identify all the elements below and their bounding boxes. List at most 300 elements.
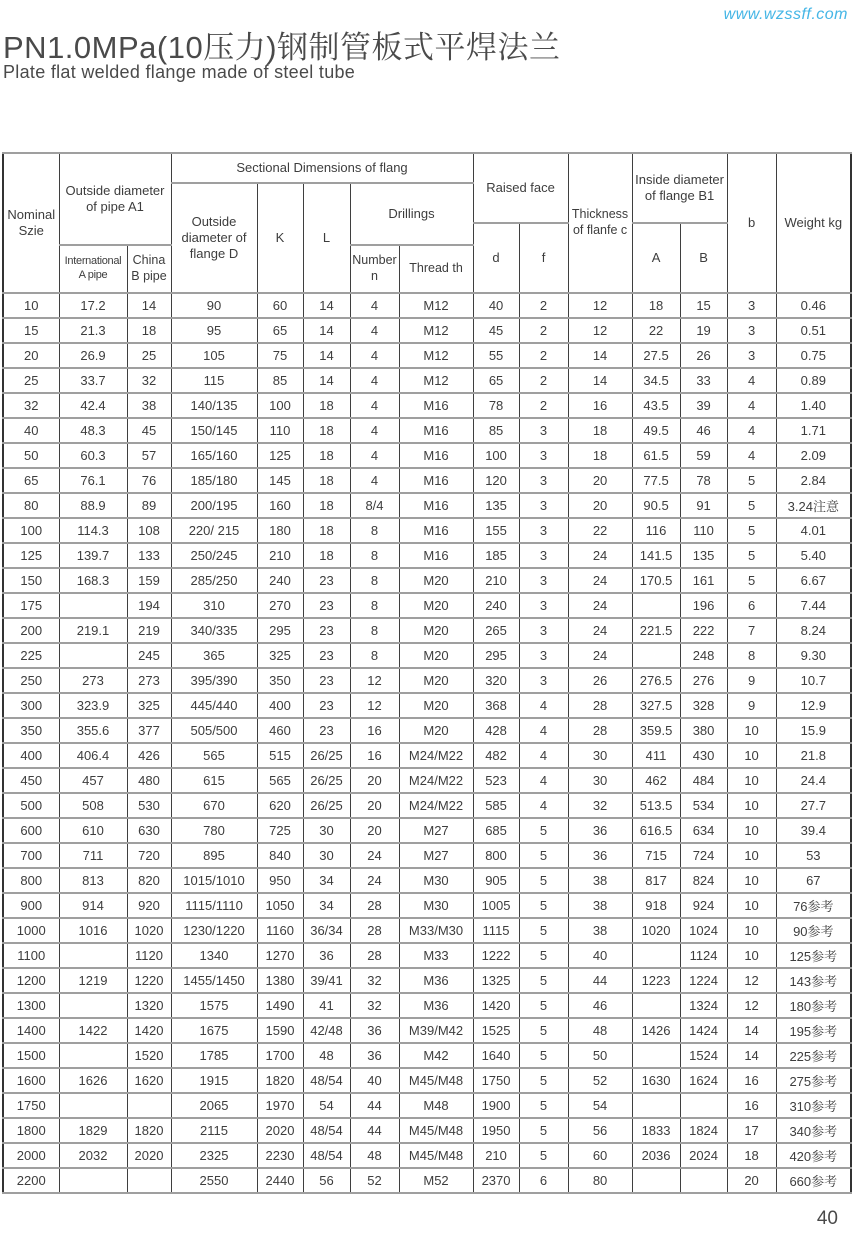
table-cell: 22 xyxy=(568,518,632,543)
table-cell: M45/M48 xyxy=(399,1068,473,1093)
table-cell: 460 xyxy=(257,718,303,743)
table-cell: 715 xyxy=(632,843,680,868)
table-cell: 920 xyxy=(127,893,171,918)
table-cell: 44 xyxy=(350,1093,399,1118)
table-cell: M16 xyxy=(399,393,473,418)
table-cell: 77.5 xyxy=(632,468,680,493)
table-cell: 42/48 xyxy=(303,1018,350,1043)
table-cell: 5 xyxy=(519,1068,568,1093)
table-cell: 1750 xyxy=(473,1068,519,1093)
table-cell: 195参考 xyxy=(776,1018,851,1043)
table-cell: 8 xyxy=(350,543,399,568)
table-cell: 91 xyxy=(680,493,727,518)
table-cell: M33/M30 xyxy=(399,918,473,943)
header-raised-face: Raised face xyxy=(473,153,568,223)
table-cell: 918 xyxy=(632,893,680,918)
table-cell: 400 xyxy=(257,693,303,718)
table-cell: 350 xyxy=(3,718,59,743)
table-cell: 135 xyxy=(680,543,727,568)
table-cell: 3 xyxy=(519,443,568,468)
table-cell: 165/160 xyxy=(171,443,257,468)
table-cell: M20 xyxy=(399,668,473,693)
table-cell: 221.5 xyxy=(632,618,680,643)
table-cell: 3 xyxy=(519,568,568,593)
table-cell: 125 xyxy=(3,543,59,568)
table-cell xyxy=(127,1093,171,1118)
table-cell: 25 xyxy=(127,343,171,368)
table-cell: 1020 xyxy=(127,918,171,943)
table-cell: 610 xyxy=(59,818,127,843)
table-cell: 8 xyxy=(350,568,399,593)
table-cell: M12 xyxy=(399,343,473,368)
table-cell: 3 xyxy=(727,293,776,318)
table-cell: 76参考 xyxy=(776,893,851,918)
table-cell: 48.3 xyxy=(59,418,127,443)
table-cell xyxy=(632,1168,680,1193)
table-cell: 1270 xyxy=(257,943,303,968)
table-cell: 1626 xyxy=(59,1068,127,1093)
table-cell: M20 xyxy=(399,718,473,743)
table-cell: 185 xyxy=(473,543,519,568)
table-cell: 115 xyxy=(171,368,257,393)
table-cell: 5 xyxy=(519,868,568,893)
table-cell: 18 xyxy=(303,393,350,418)
table-cell: 18 xyxy=(303,518,350,543)
table-cell: 620 xyxy=(257,793,303,818)
table-cell: 80 xyxy=(568,1168,632,1193)
table-cell: 2230 xyxy=(257,1143,303,1168)
table-cell: 1325 xyxy=(473,968,519,993)
table-cell: 411 xyxy=(632,743,680,768)
website-url: www.wzssff.com xyxy=(723,6,848,23)
table-cell: 45 xyxy=(127,418,171,443)
table-cell: 725 xyxy=(257,818,303,843)
table-cell: M20 xyxy=(399,618,473,643)
table-cell: 145 xyxy=(257,468,303,493)
table-cell: 9.30 xyxy=(776,643,851,668)
table-cell: 5 xyxy=(727,493,776,518)
table-cell: 18 xyxy=(303,468,350,493)
table-cell: 139.7 xyxy=(59,543,127,568)
table-cell: 4.01 xyxy=(776,518,851,543)
table-cell: M24/M22 xyxy=(399,793,473,818)
table-cell: M24/M22 xyxy=(399,743,473,768)
table-cell: 161 xyxy=(680,568,727,593)
table-cell: 20 xyxy=(568,468,632,493)
table-cell: 10 xyxy=(727,893,776,918)
table-cell: M30 xyxy=(399,893,473,918)
table-cell: 5 xyxy=(727,468,776,493)
table-cell: 20 xyxy=(3,343,59,368)
table-cell: 114.3 xyxy=(59,518,127,543)
table-cell: 327.5 xyxy=(632,693,680,718)
table-cell: M36 xyxy=(399,968,473,993)
table-cell: 300 xyxy=(3,693,59,718)
table-cell: 1675 xyxy=(171,1018,257,1043)
table-cell: 3 xyxy=(519,643,568,668)
table-cell: 65 xyxy=(257,318,303,343)
table-cell: 1020 xyxy=(632,918,680,943)
table-cell xyxy=(127,1168,171,1193)
table-cell: 250/245 xyxy=(171,543,257,568)
table-cell: 30 xyxy=(568,743,632,768)
table-cell: 1160 xyxy=(257,918,303,943)
table-cell: 1420 xyxy=(473,993,519,1018)
table-cell: 0.51 xyxy=(776,318,851,343)
table-cell: 38 xyxy=(568,893,632,918)
table-cell: 10 xyxy=(727,918,776,943)
table-cell: 24 xyxy=(350,843,399,868)
table-cell: 820 xyxy=(127,868,171,893)
table-cell: 3 xyxy=(519,518,568,543)
table-row xyxy=(3,393,851,418)
table-cell: 406.4 xyxy=(59,743,127,768)
table-row xyxy=(3,818,851,843)
table-cell: 110 xyxy=(257,418,303,443)
table-cell: 1340 xyxy=(171,943,257,968)
table-cell: 895 xyxy=(171,843,257,868)
table-cell: 430 xyxy=(680,743,727,768)
table-cell: 4 xyxy=(350,318,399,343)
table-cell: 8 xyxy=(350,518,399,543)
table-cell: 4 xyxy=(519,743,568,768)
table-cell: 700 xyxy=(3,843,59,868)
table-cell: 0.46 xyxy=(776,293,851,318)
table-cell: 20 xyxy=(350,793,399,818)
table-cell xyxy=(632,643,680,668)
table-cell: 660参考 xyxy=(776,1168,851,1193)
table-cell: 1324 xyxy=(680,993,727,1018)
table-cell: 12 xyxy=(568,293,632,318)
table-cell: 1520 xyxy=(127,1043,171,1068)
table-cell: 24 xyxy=(568,543,632,568)
table-cell: 2036 xyxy=(632,1143,680,1168)
table-cell: 30 xyxy=(303,843,350,868)
table-cell: 16 xyxy=(350,743,399,768)
table-cell: 26/25 xyxy=(303,768,350,793)
table-cell: 400 xyxy=(3,743,59,768)
table-cell: 125 xyxy=(257,443,303,468)
table-cell: 41 xyxy=(303,993,350,1018)
table-cell: 295 xyxy=(257,618,303,643)
table-cell: 5 xyxy=(727,543,776,568)
table-cell: 116 xyxy=(632,518,680,543)
table-row xyxy=(3,593,851,618)
table-cell: M16 xyxy=(399,518,473,543)
header-nominal-size: Nominal Szie xyxy=(3,153,59,293)
table-cell: 32 xyxy=(3,393,59,418)
header-thread-th: Thread th xyxy=(399,245,473,293)
table-cell: 4 xyxy=(519,718,568,743)
table-row xyxy=(3,943,851,968)
table-cell: 32 xyxy=(350,968,399,993)
table-cell: 1380 xyxy=(257,968,303,993)
table-cell: 4 xyxy=(350,443,399,468)
table-cell: 276 xyxy=(680,668,727,693)
table-cell: 634 xyxy=(680,818,727,843)
table-row xyxy=(3,443,851,468)
table-cell: 340/335 xyxy=(171,618,257,643)
table-cell: 4 xyxy=(727,443,776,468)
table-cell: 76.1 xyxy=(59,468,127,493)
table-cell: 240 xyxy=(257,568,303,593)
page-number: 40 xyxy=(816,1208,838,1229)
table-cell: 36 xyxy=(350,1043,399,1068)
table-cell: 8/4 xyxy=(350,493,399,518)
table-cell: 89 xyxy=(127,493,171,518)
table-cell: 1224 xyxy=(680,968,727,993)
table-cell: 14 xyxy=(568,343,632,368)
table-cell: 276.5 xyxy=(632,668,680,693)
table-cell: 2065 xyxy=(171,1093,257,1118)
table-cell: 534 xyxy=(680,793,727,818)
table-cell: 310 xyxy=(171,593,257,618)
table-cell: 52 xyxy=(568,1068,632,1093)
table-cell: 43.5 xyxy=(632,393,680,418)
table-cell: 1620 xyxy=(127,1068,171,1093)
header-outside-pipe-a1: Outside diameter of pipe A1 xyxy=(59,153,171,245)
table-cell: 36 xyxy=(568,843,632,868)
table-cell: 600 xyxy=(3,818,59,843)
table-cell xyxy=(632,943,680,968)
table-cell: 1820 xyxy=(127,1118,171,1143)
table-cell: 3 xyxy=(519,668,568,693)
table-cell: 27.5 xyxy=(632,343,680,368)
page-title: PN1.0MPa(10压力)钢制管板式平焊法兰 xyxy=(3,30,561,65)
table-row xyxy=(3,1068,851,1093)
table-cell: 12 xyxy=(568,318,632,343)
table-cell: 5 xyxy=(519,943,568,968)
table-row xyxy=(3,418,851,443)
table-cell: 4 xyxy=(350,368,399,393)
table-cell: 25 xyxy=(3,368,59,393)
table-row xyxy=(3,1143,851,1168)
table-cell: 505/500 xyxy=(171,718,257,743)
table-cell: M20 xyxy=(399,693,473,718)
table-cell: 90 xyxy=(171,293,257,318)
table-row xyxy=(3,768,851,793)
table-cell: 924 xyxy=(680,893,727,918)
table-cell: 32 xyxy=(350,993,399,1018)
table-cell: 1455/1450 xyxy=(171,968,257,993)
table-cell: 28 xyxy=(568,718,632,743)
table-cell: 10.7 xyxy=(776,668,851,693)
table-cell: 5 xyxy=(519,968,568,993)
table-cell: 105 xyxy=(171,343,257,368)
table-cell: 26/25 xyxy=(303,793,350,818)
table-row xyxy=(3,1018,851,1043)
table-cell: 40 xyxy=(473,293,519,318)
header-f: f xyxy=(519,223,568,293)
table-cell: 28 xyxy=(350,893,399,918)
table-cell: 24 xyxy=(568,618,632,643)
table-cell: 2115 xyxy=(171,1118,257,1143)
table-cell: 800 xyxy=(3,868,59,893)
table-cell: 426 xyxy=(127,743,171,768)
header-china-b-pipe: China B pipe xyxy=(127,245,171,293)
table-cell: 168.3 xyxy=(59,568,127,593)
table-cell: 180参考 xyxy=(776,993,851,1018)
table-cell: M24/M22 xyxy=(399,768,473,793)
table-row xyxy=(3,718,851,743)
table-cell: 210 xyxy=(257,543,303,568)
table-cell: 4 xyxy=(350,393,399,418)
table-cell: 36 xyxy=(350,1018,399,1043)
table-cell: 295 xyxy=(473,643,519,668)
table-cell: 1624 xyxy=(680,1068,727,1093)
table-cell: 7 xyxy=(727,618,776,643)
table-cell: 61.5 xyxy=(632,443,680,468)
table-cell: 2032 xyxy=(59,1143,127,1168)
table-cell: M12 xyxy=(399,368,473,393)
table-cell: 513.5 xyxy=(632,793,680,818)
table-cell: 2 xyxy=(519,368,568,393)
table-cell: 15.9 xyxy=(776,718,851,743)
table-cell: 78 xyxy=(473,393,519,418)
table-cell: 23 xyxy=(303,643,350,668)
table-cell: 48 xyxy=(568,1018,632,1043)
table-cell: 140/135 xyxy=(171,393,257,418)
table-cell: 16 xyxy=(727,1093,776,1118)
page-subtitle: Plate flat welded flange made of steel tube xyxy=(3,62,356,82)
table-cell: 1750 xyxy=(3,1093,59,1118)
table-cell: 12 xyxy=(350,668,399,693)
table-cell: 1220 xyxy=(127,968,171,993)
table-cell: M12 xyxy=(399,318,473,343)
table-cell: 3 xyxy=(519,468,568,493)
table-cell: 285/250 xyxy=(171,568,257,593)
table-cell: 4 xyxy=(519,768,568,793)
table-row xyxy=(3,843,851,868)
table-cell: 1420 xyxy=(127,1018,171,1043)
table-cell: 1590 xyxy=(257,1018,303,1043)
table-cell: 18 xyxy=(127,318,171,343)
table-cell: 813 xyxy=(59,868,127,893)
table-row xyxy=(3,1043,851,1068)
table-cell: 80 xyxy=(3,493,59,518)
table-cell: 12 xyxy=(727,993,776,1018)
table-cell: 462 xyxy=(632,768,680,793)
table-cell: 270 xyxy=(257,593,303,618)
table-cell: 508 xyxy=(59,793,127,818)
table-cell: M33 xyxy=(399,943,473,968)
table-cell: 90参考 xyxy=(776,918,851,943)
table-cell: 185/180 xyxy=(171,468,257,493)
header-a: A xyxy=(632,223,680,293)
table-cell: 3 xyxy=(727,343,776,368)
table-cell: 428 xyxy=(473,718,519,743)
table-row xyxy=(3,743,851,768)
header-d: d xyxy=(473,223,519,293)
table-cell: 19 xyxy=(680,318,727,343)
table-cell: 325 xyxy=(257,643,303,668)
table-cell: 275参考 xyxy=(776,1068,851,1093)
table-cell: 1833 xyxy=(632,1118,680,1143)
table-cell xyxy=(632,593,680,618)
table-row xyxy=(3,968,851,993)
table-cell: 10 xyxy=(727,943,776,968)
table-cell: 9 xyxy=(727,668,776,693)
table-cell: 420参考 xyxy=(776,1143,851,1168)
table-cell: 1115 xyxy=(473,918,519,943)
table-cell: 2200 xyxy=(3,1168,59,1193)
table-cell: M20 xyxy=(399,593,473,618)
table-body xyxy=(3,293,851,1193)
table-cell: 1700 xyxy=(257,1043,303,1068)
table-cell: 355.6 xyxy=(59,718,127,743)
table-cell: M16 xyxy=(399,468,473,493)
table-row xyxy=(3,618,851,643)
table-cell: 616.5 xyxy=(632,818,680,843)
table-cell: 65 xyxy=(3,468,59,493)
table-cell: 44 xyxy=(568,968,632,993)
table-cell: 15 xyxy=(680,293,727,318)
table-cell: 1050 xyxy=(257,893,303,918)
table-cell: 24 xyxy=(350,868,399,893)
table-cell: 125参考 xyxy=(776,943,851,968)
table-cell: 39/41 xyxy=(303,968,350,993)
table-cell: 615 xyxy=(171,768,257,793)
table-cell: 565 xyxy=(257,768,303,793)
table-cell: 20 xyxy=(350,768,399,793)
table-cell: 2024 xyxy=(680,1143,727,1168)
table-cell: 33.7 xyxy=(59,368,127,393)
table-cell: 57 xyxy=(127,443,171,468)
table-cell: M16 xyxy=(399,493,473,518)
table-cell: 40 xyxy=(350,1068,399,1093)
table-cell xyxy=(632,1043,680,1068)
table-cell: 14 xyxy=(303,293,350,318)
table-cell: 1400 xyxy=(3,1018,59,1043)
table-cell: 2.84 xyxy=(776,468,851,493)
table-cell: 18 xyxy=(303,543,350,568)
table-cell: 585 xyxy=(473,793,519,818)
table-cell: 5 xyxy=(519,893,568,918)
table-cell: 565 xyxy=(171,743,257,768)
table-cell: 48/54 xyxy=(303,1068,350,1093)
table-cell: 160 xyxy=(257,493,303,518)
header-k: K xyxy=(257,183,303,293)
table-cell: 4 xyxy=(350,293,399,318)
table-cell xyxy=(59,593,127,618)
table-cell: 724 xyxy=(680,843,727,868)
table-cell: 100 xyxy=(3,518,59,543)
table-cell: 48 xyxy=(350,1143,399,1168)
table-cell: 1824 xyxy=(680,1118,727,1143)
table-cell: 482 xyxy=(473,743,519,768)
table-cell: 133 xyxy=(127,543,171,568)
table-row xyxy=(3,293,851,318)
table-cell: M45/M48 xyxy=(399,1118,473,1143)
table-cell: 219 xyxy=(127,618,171,643)
table-cell: 457 xyxy=(59,768,127,793)
table-cell: 65 xyxy=(473,368,519,393)
table-cell: 150/145 xyxy=(171,418,257,443)
table-cell: 445/440 xyxy=(171,693,257,718)
table-cell: 240 xyxy=(473,593,519,618)
table-cell: 2000 xyxy=(3,1143,59,1168)
table-cell: 515 xyxy=(257,743,303,768)
header-weight: Weight kg xyxy=(776,153,851,293)
table-cell: 1970 xyxy=(257,1093,303,1118)
table-cell: 49.5 xyxy=(632,418,680,443)
table-cell: M39/M42 xyxy=(399,1018,473,1043)
table-row xyxy=(3,1093,851,1118)
table-cell: 1230/1220 xyxy=(171,918,257,943)
table-cell: 5 xyxy=(519,1143,568,1168)
table-cell xyxy=(59,1168,127,1193)
table-cell: 54 xyxy=(568,1093,632,1118)
